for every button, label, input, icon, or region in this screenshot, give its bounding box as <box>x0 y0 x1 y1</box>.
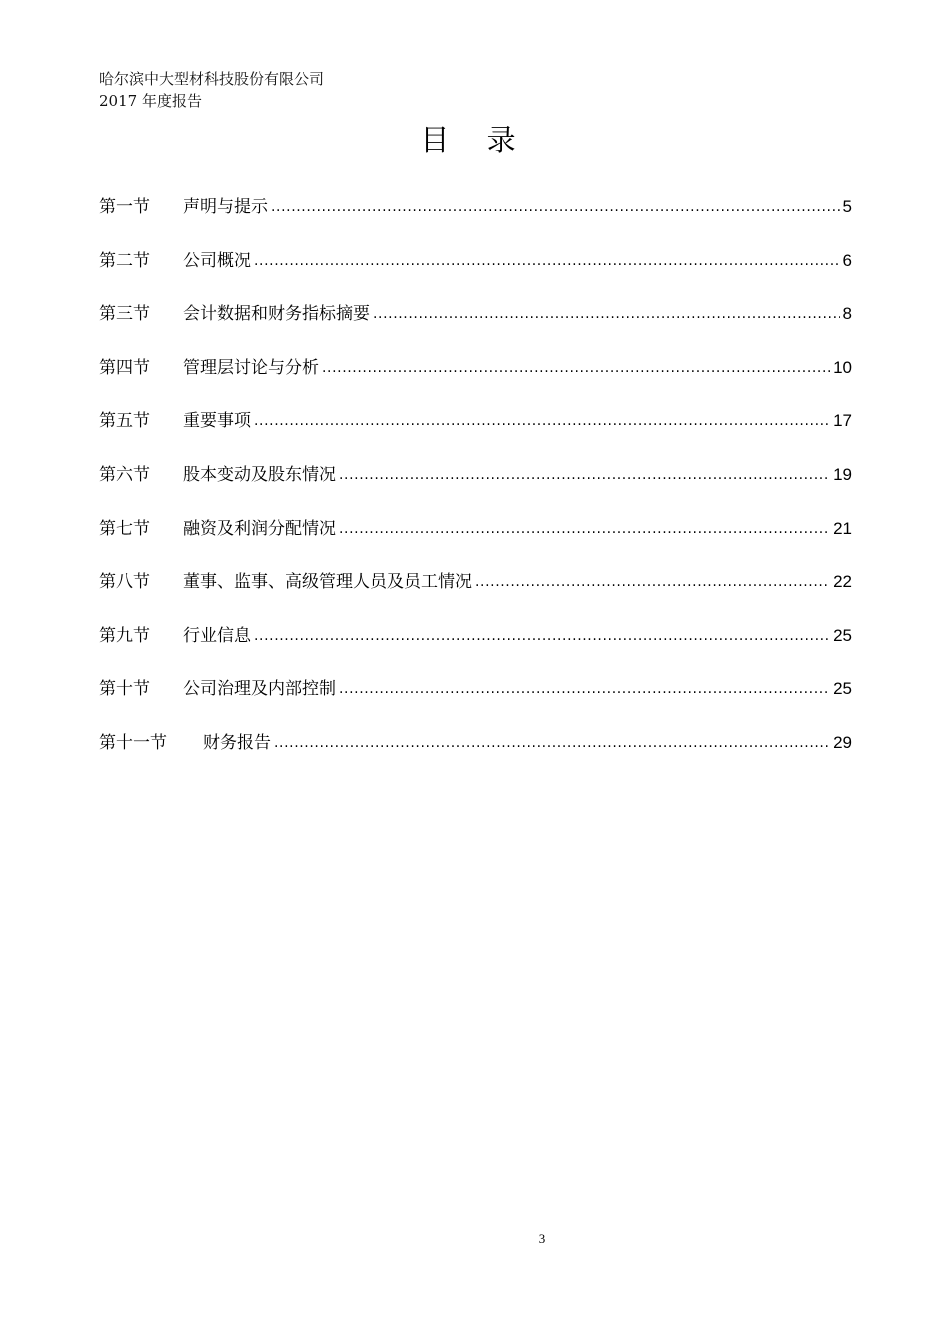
toc-entry[interactable] <box>99 245 852 299</box>
toc-page-number: 22 <box>833 572 852 592</box>
toc-page-number: 10 <box>833 357 852 377</box>
toc-section: 第十一节 <box>99 732 167 753</box>
toc-page-number: 25 <box>833 625 852 645</box>
toc-section: 第七节 <box>99 518 150 539</box>
dot-leader <box>271 191 840 223</box>
toc-page-number: 6 <box>842 250 852 270</box>
company-name: 哈尔滨中大型材科技股份有限公司 <box>99 70 325 88</box>
toc-entry-title: 声明与提示 <box>183 197 268 217</box>
toc-section: 第三节 <box>99 304 150 325</box>
report-name: 2017 年度报告 <box>99 92 202 110</box>
toc-entry[interactable] <box>99 191 852 245</box>
toc-page-number: 5 <box>842 197 852 216</box>
dot-leader <box>373 298 840 330</box>
toc-entry-title: 会计数据和财务指标摘要 <box>183 304 370 325</box>
toc-section: 第五节 <box>99 411 150 432</box>
dot-leader <box>339 459 830 491</box>
toc-entry[interactable] <box>99 673 852 727</box>
toc-entry-title: 融资及利润分配情况 <box>183 518 336 539</box>
toc-section: 第十节 <box>99 679 150 700</box>
toc-page-number: 8 <box>842 304 852 324</box>
toc-entry[interactable] <box>99 352 852 406</box>
page-header <box>99 68 324 112</box>
toc-entry[interactable] <box>99 727 852 781</box>
toc-entry-title: 财务报告 <box>203 732 271 753</box>
toc-entry[interactable] <box>99 513 852 567</box>
toc-page-number: 25 <box>833 679 852 699</box>
dot-leader <box>339 513 830 545</box>
dot-leader <box>274 727 830 759</box>
toc-section: 第四节 <box>99 357 150 378</box>
toc-page-number: 29 <box>833 732 852 752</box>
table-of-contents <box>99 191 852 781</box>
toc-entry-title: 公司概况 <box>183 250 251 271</box>
toc-entry[interactable] <box>99 620 852 674</box>
toc-section: 第九节 <box>99 625 150 646</box>
toc-entry-title: 管理层讨论与分析 <box>183 357 319 378</box>
toc-entry-title: 公司治理及内部控制 <box>183 679 336 700</box>
toc-section: 第六节 <box>99 464 150 485</box>
toc-entry-title: 行业信息 <box>183 625 251 646</box>
toc-entry[interactable] <box>99 566 852 620</box>
toc-entry-title: 董事、监事、高级管理人员及员工情况 <box>183 572 472 593</box>
toc-entry[interactable] <box>99 405 852 459</box>
toc-entry[interactable] <box>99 298 852 352</box>
dot-leader <box>322 352 830 384</box>
toc-page-number: 21 <box>833 518 852 538</box>
toc-entry-title: 重要事项 <box>183 411 251 432</box>
dot-leader <box>254 620 830 652</box>
dot-leader <box>339 673 830 705</box>
toc-entry-title: 股本变动及股东情况 <box>183 464 336 485</box>
toc-section: 第一节 <box>99 197 150 217</box>
dot-leader <box>254 245 840 277</box>
toc-page-number: 17 <box>833 411 852 431</box>
dot-leader <box>475 566 830 598</box>
toc-title: 目 录 <box>420 123 530 157</box>
toc-page-number: 19 <box>833 464 852 484</box>
toc-section: 第八节 <box>99 572 150 593</box>
dot-leader <box>254 405 830 437</box>
toc-entry[interactable] <box>99 459 852 513</box>
page-number: 3 <box>538 1231 546 1246</box>
toc-section: 第二节 <box>99 250 150 271</box>
